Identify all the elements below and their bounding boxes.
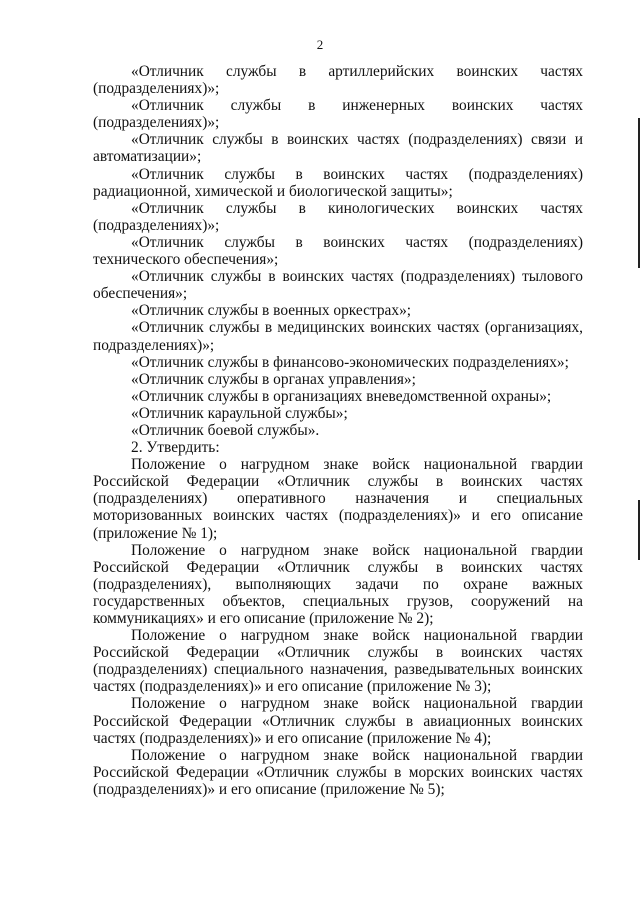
paragraph: «Отличник службы в военных оркестрах»;: [131, 302, 412, 320]
paragraph: «Отличник службы в артиллерийских воинских частях (подразделениях)»;: [93, 63, 583, 98]
paragraph: «Отличник службы в воинских частях (подразделениях) радиационной, химической и биологической защиты»;: [93, 165, 583, 200]
paragraph: 2. Утвердить:: [131, 439, 220, 457]
paragraph: «Отличник службы в воинских частях (подразделениях) технического обеспечения»;: [93, 233, 583, 269]
paragraph: Положение о нагрудном знаке войск национальной гвардии Российской Федерации «Отличник службы в воинских частях (подразделениях), выполняющих задачи по охране важных государственных объектов, специальных грузов, сооружений на коммуникациях» и его описание (приложение № 2);: [93, 541, 583, 627]
paragraph: «Отличник службы в медицинских воинских частях (организациях, подразделениях)»;: [93, 319, 583, 354]
document-body: [93, 63, 583, 798]
paragraph: «Отличник службы в воинских частях (подразделениях) тылового обеспечения»;: [93, 268, 583, 303]
paragraph: «Отличник службы в инженерных воинских частях (подразделениях)»;: [93, 97, 583, 132]
paragraph: «Отличник службы в кинологических воинских частях (подразделениях)»;: [93, 199, 583, 234]
paragraph: «Отличник службы в организациях вневедомственной охраны»;: [131, 387, 552, 405]
paragraph: Положение о нагрудном знаке войск национальной гвардии Российской Федерации «Отличник службы в воинских частях (подразделениях) специального назначения, разведывательных воинских частях (подразделениях)» и его описание (приложение № 3);: [93, 627, 583, 696]
page-number: 2: [316, 37, 324, 52]
paragraph: «Отличник службы в воинских частях (подразделениях) связи и автоматизации»;: [93, 131, 583, 166]
paragraph: Положение о нагрудном знаке войск национальной гвардии Российской Федерации «Отличник службы в воинских частях (подразделениях) оперативного назначения и специальных моторизованных воинских частях (подразделениях)» и его описание (приложение № 1);: [93, 456, 583, 542]
paragraph: «Отличник службы в органах управления»;: [131, 370, 416, 388]
paragraph: Положение о нагрудном знаке войск национальной гвардии Российской Федерации «Отличник службы в морских воинских частях (подразделениях)» и его описание (приложение № 5);: [93, 746, 583, 798]
paragraph: Положение о нагрудном знаке войск национальной гвардии Российской Федерации «Отличник службы в авиационных воинских частях (подразделениях)» и его описание (приложение № 4);: [93, 695, 583, 747]
paragraph: «Отличник службы в финансово-экономических подразделениях»;: [131, 353, 569, 371]
paragraph: «Отличник караульной службы»;: [131, 404, 348, 422]
paragraph: «Отличник боевой службы».: [131, 421, 320, 439]
